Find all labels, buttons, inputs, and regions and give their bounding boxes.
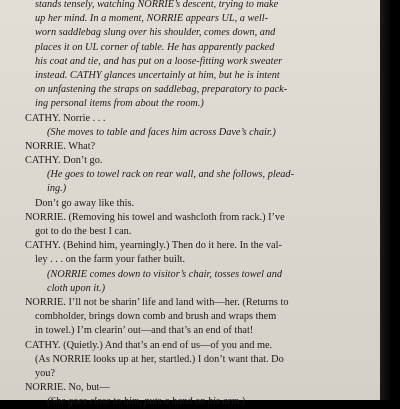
stage-direction-line: ing personal items from about the room.) (35, 98, 204, 110)
stage-direction-line: instead. CATHY glances uncertainly at him, but he is intent (35, 69, 280, 81)
stage-direction-line: stands tensely, watching NORRIE’s descent, trying to make (35, 0, 279, 10)
stage-direction-line: (She moves to table and faces him across Dave’s chair.) (47, 126, 276, 138)
page-edge-shadow (380, 0, 390, 400)
dialogue-line-cathy: CATHY. (Quietly.) And that’s an end of us—of you and me. (25, 339, 273, 351)
dialogue-line-norrie: NORRIE. (Removing his towel and washcloth from rack.) I’ve (25, 211, 285, 223)
stage-direction-line: on unfastening the straps on saddlebag, preparatory to pack- (35, 84, 288, 96)
dialogue-line-norrie: NORRIE. No, but— (25, 382, 110, 394)
dialogue-line-cathy: ley . . . on the farm your father built. (35, 254, 186, 266)
dialogue-line-norrie: NORRIE. What? (25, 140, 96, 152)
stage-direction-line: (He goes to towel rack on rear wall, and she follows, plead- (47, 169, 295, 181)
stage-direction-line: places it on UL corner of table. He has apparently packed (35, 41, 275, 53)
dialogue-line-norrie: in towel.) I’m clearin’ out—and that’s an end of that! (35, 325, 254, 337)
stage-direction-line: worn saddlebag slung over his shoulder, comes down, and (35, 27, 276, 39)
dialogue-line-cathy: CATHY. Norrie . . . (25, 112, 106, 124)
dialogue-line-norrie: NORRIE. I’ll not be sharin’ life and land with—her. (Returns to (25, 296, 289, 308)
script-text (25, 0, 380, 409)
dialogue-line-cathy: you? (35, 367, 56, 379)
stage-direction-line: ing.) (47, 183, 67, 195)
dialogue-line-norrie: got to do the best I can. (35, 226, 132, 237)
dialogue-line-norrie: combholder, brings down comb and brush and wraps them (35, 311, 277, 323)
dialogue-line-cathy: CATHY. (Behind him, yearningly.) Then do it here. In the val- (25, 240, 282, 252)
stage-direction-line: (She goes close to him, puts a hand on his arm.) (47, 396, 245, 408)
stage-direction-line: his coat and tie, and has put on a loose-fitting work sweater (35, 55, 283, 67)
stage-direction-line: up her mind. In a moment, NORRIE appears UL, a well- (35, 13, 269, 25)
stage-direction-line: cloth upon it.) (47, 282, 106, 294)
dialogue-line-cathy: (As NORRIE looks up at her, startled.) I don’t want that. Do (35, 353, 284, 365)
dialogue-line-cathy: CATHY. Don’t go. (25, 155, 103, 167)
dialogue-continuation: Don’t go away like this. (35, 197, 135, 209)
stage-direction-line: (NORRIE comes down to visitor’s chair, tosses towel and (47, 268, 283, 280)
